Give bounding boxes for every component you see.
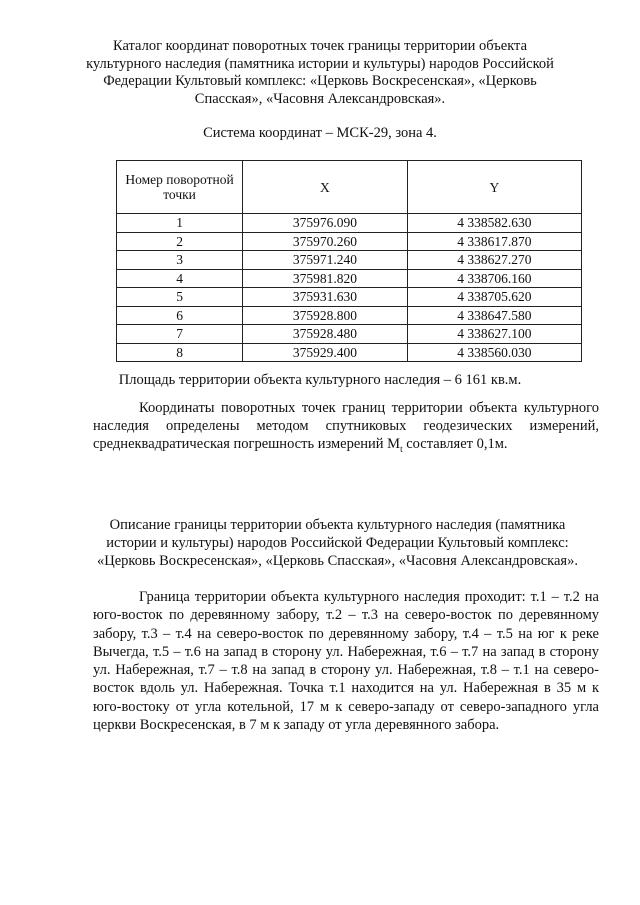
y-value: 4 338582.630 — [407, 214, 581, 233]
point-number: 5 — [117, 288, 243, 307]
y-value: 4 338560.030 — [407, 343, 581, 362]
y-value: 4 338617.870 — [407, 232, 581, 251]
table-row — [117, 288, 582, 307]
table-row — [117, 232, 582, 251]
area-statement: Площадь территории объекта культурного наследия – 6 161 кв.м. — [118, 372, 522, 388]
point-number: 2 — [117, 232, 243, 251]
document-title: Каталог координат поворотных точек границы территории объекта культурного наследия (памятника истории и культуры) народов Российской Федерации Культовый комплекс: «Церковь Воскресенская», «Церковь Спасская», «Часовня Александровская». — [86, 38, 554, 107]
point-number: 4 — [117, 269, 243, 288]
header-y: Y — [407, 161, 581, 214]
header-point-number: Номер поворотной точки — [117, 161, 243, 214]
method-text: Координаты поворотных точек границ территории объекта культурного наследия определены методом спутниковых геодезических измерений, среднеквадратическая погрешность измерений М — [93, 400, 599, 452]
x-value: 375970.260 — [243, 232, 408, 251]
point-number: 3 — [117, 251, 243, 270]
y-value: 4 338706.160 — [407, 269, 581, 288]
method-tail: составляет 0,1м. — [402, 436, 508, 452]
y-value: 4 338627.270 — [407, 251, 581, 270]
x-value: 375976.090 — [243, 214, 408, 233]
x-value: 375929.400 — [243, 343, 408, 362]
table-row — [117, 306, 582, 325]
coordinates-table — [116, 160, 582, 362]
point-number: 7 — [117, 325, 243, 344]
table-row — [117, 269, 582, 288]
table-row — [117, 325, 582, 344]
x-value: 375928.480 — [243, 325, 408, 344]
table-header-row — [117, 161, 582, 214]
point-number: 1 — [117, 214, 243, 233]
header-x: X — [243, 161, 408, 214]
x-value: 375928.800 — [243, 306, 408, 325]
table-row — [117, 251, 582, 270]
description-body: Граница территории объекта культурного наследия проходит: т.1 – т.2 на юго-восток по деревянному забору, т.2 – т.3 на северо-восток по деревянному забору, т.3 – т.4 на северо-восток по деревянному забору, т.4 – т.5 на юг к реке Вычегда, т.5 – т.6 на запад в сторону ул. Набережная, т.6 – т.7 на запад в сторону ул. Набережная, т.7 – т.8 на запад в сторону ул. Набережная, т.8 – т.1 на северо-восток вдоль ул. Набережная. Точка т.1 находится на ул. Набережная в 35 м к юго-востоку от угла котельной, 17 м к северо-западу от северо-западного угла церкви Воскресенская, в 7 м к западу от угла деревянного забора. — [93, 589, 599, 734]
method-paragraph — [93, 399, 599, 458]
coordinate-system: Система координат – МСК-29, зона 4. — [203, 125, 437, 141]
point-number: 8 — [117, 343, 243, 362]
method-subscript: t — [400, 443, 403, 454]
description-title: Описание границы территории объекта культурного наследия (памятника истории и культуры) народов Российской Федерации Культовый комплекс: «Церковь Воскресенская», «Церковь Спасская», «Часовня Александровская». — [97, 517, 578, 569]
table-row — [117, 214, 582, 233]
x-value: 375931.630 — [243, 288, 408, 307]
y-value: 4 338705.620 — [407, 288, 581, 307]
y-value: 4 338627.100 — [407, 325, 581, 344]
point-number: 6 — [117, 306, 243, 325]
table-row — [117, 343, 582, 362]
x-value: 375971.240 — [243, 251, 408, 270]
y-value: 4 338647.580 — [407, 306, 581, 325]
x-value: 375981.820 — [243, 269, 408, 288]
